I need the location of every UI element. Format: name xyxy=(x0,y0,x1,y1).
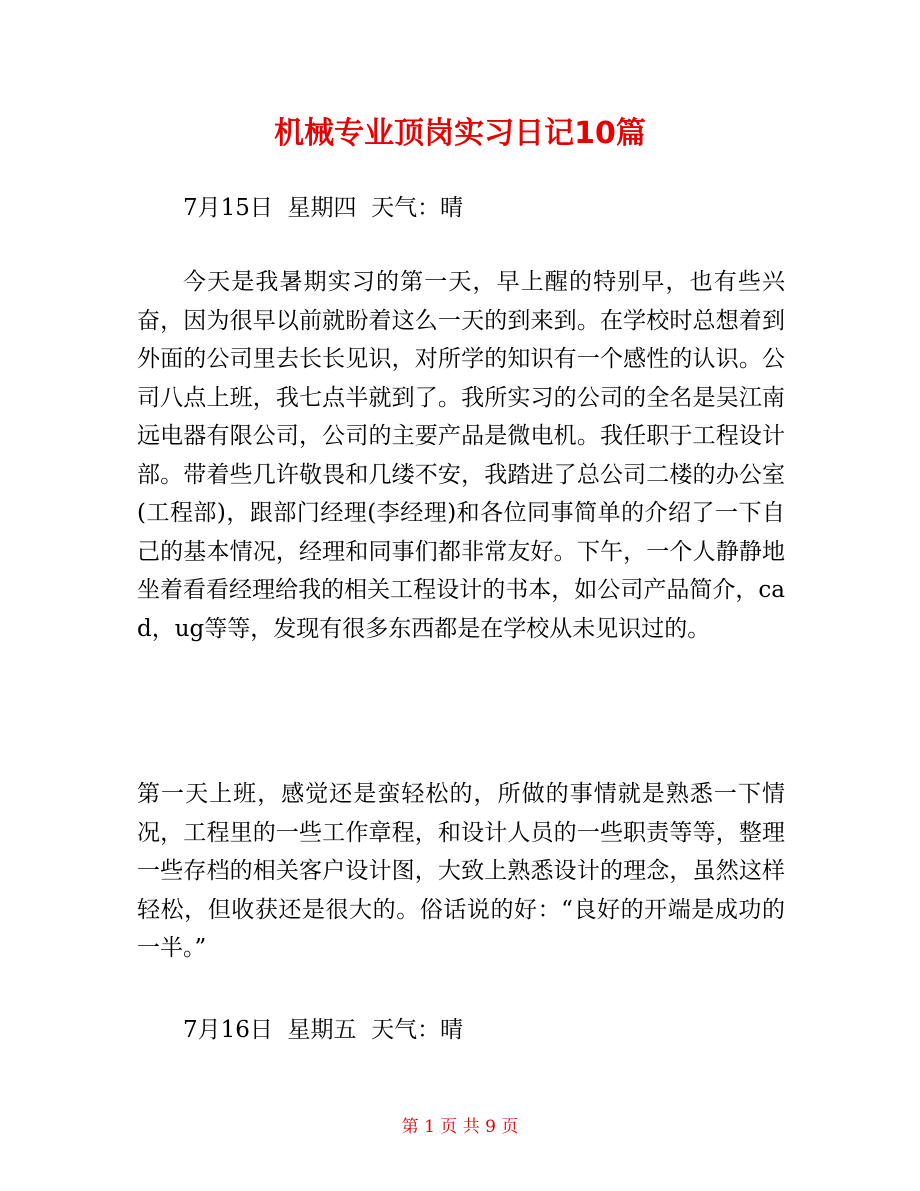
paragraph-text: 第一天上班，感觉还是蛮轻松的，所做的事情就是熟悉一下情况，工程里的一些工作章程，和设计人员的一些职责等等，整理一些存档的相关客户设计图，大致上熟悉设计的理念，虽然这样轻松，但收获还是很大的。俗话说的好：“良好的开端是成功的一半。” xyxy=(137,781,785,961)
entry-date-line: 7月15日 星期四 天气：晴 xyxy=(183,195,464,221)
paragraph-text: 今天是我暑期实习的第一天，早上醒的特别早，也有些兴奋，因为很早以前就盼着这么一天的到来到。在学校时总想着到外面的公司里去长长见识，对所学的知识有一个感性的认识。公司八点上班，我七点半就到了。我所实习的公司的全名是吴江南远电器有限公司，公司的主要产品是微电机。我任职于工程设计部。带着些几许敬畏和几缕不安，我踏进了总公司二楼的办公室(工程部)，跟部门经理(李经理)和各位同事简单的介绍了一下自己的基本情况，经理和同事们都非常友好。下午，一个人静静地坐着看看经理给我的相关工程设计的书本，如公司产品简介，cad，ug等等，发现有很多东西都是在学校从未见识过的。 xyxy=(137,269,785,642)
page-number-footer: 第 1 页 共 9 页 xyxy=(401,1117,519,1137)
entry-paragraph xyxy=(137,775,785,968)
entry-date-line: 7月16日 星期五 天气：晴 xyxy=(183,1017,464,1043)
document-title: 机械专业顶岗实习日记10篇 xyxy=(274,116,646,151)
entry-paragraph xyxy=(137,263,785,648)
